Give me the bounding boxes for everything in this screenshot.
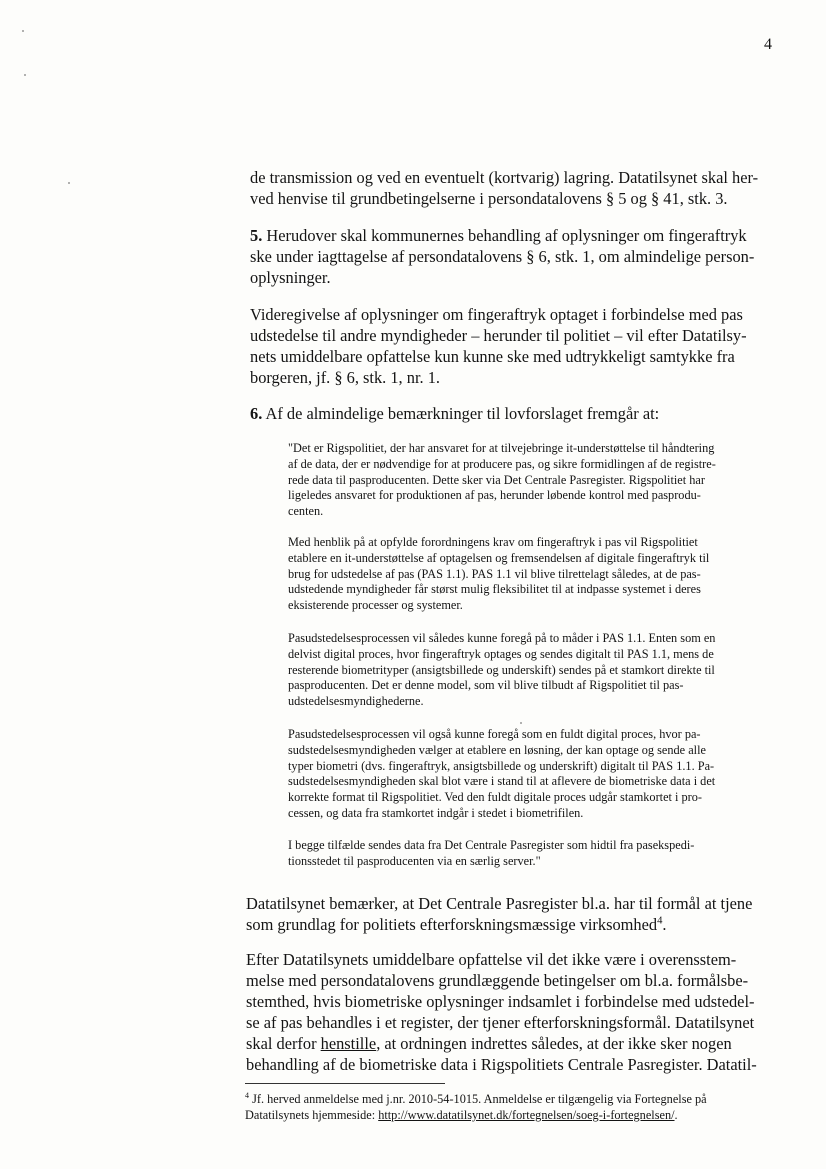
quote-line: delvist digital proces, hvor fingeraftryk optages og sendes digitalt til PAS 1.1, mens de [288,646,714,661]
paragraph-efter [246,949,768,1075]
quote-paragraph [288,727,768,822]
footnote-link[interactable]: http://www.datatilsynet.dk/fortegnelsen/soeg-i-fortegnelsen/ [378,1108,675,1122]
quote-line: af de data, der er nødvendige for at producere pas, og sikre formidlingen af de registre- [288,456,716,471]
text-line: udstedelse til andre myndigheder – herunder til politiet – vil efter Datatilsy- [250,326,747,345]
paragraph-5 [250,225,772,288]
quote-line: Pasudstedelsesprocessen vil således kunne foregå på to måder i PAS 1.1. Enten som en [288,631,716,645]
text-line: Efter Datatilsynets umiddelbare opfattelse vil det ikke være i overensstem- [246,950,737,969]
text-line: ved henvise til grundbetingelserne i persondatalovens § 5 og § 41, stk. 3. [250,189,728,208]
text-line: Af de almindelige bemærkninger til lovforslaget fremgår at: [265,404,660,423]
paragraph-videregivelse [250,304,772,388]
quote-line: sudstedelsesmyndigheden skal blot være i stand til at aflevere de biometriske data i det [288,774,716,789]
quote-line: cessen, og data fra stamkortet indgår i stedet i biometrifilen. [288,805,584,820]
quote-line: resterende biometrityper (ansigtsbillede og underskift) sendes på et stamkort direkte til [288,662,715,677]
page-number: 4 [764,36,772,53]
quote-paragraph [288,441,768,520]
text-line: oplysninger. [250,268,331,287]
text-line: borgeren, jf. § 6, stk. 1, nr. 1. [250,368,440,387]
text-line: se af pas behandles i et register, der tjener efterforskningsformål. Datatilsynet [246,1013,755,1032]
footnote-marker: 4 [245,1090,249,1100]
paragraph-6 [250,403,772,424]
paragraph-number: 5. [250,226,263,245]
quote-line: centen. [288,504,324,519]
scan-speck [24,74,26,76]
text-line: behandling af de biometriske data i Rigspolitiets Centrale Pasregister. Datatil- [246,1055,757,1074]
quote-line: Pasudstedelsesprocessen vil også kunne foregå som en fuldt digital proces, hvor pa- [288,727,701,741]
punctuation: . [662,915,667,934]
quote-line: udstedende myndigheder får størst mulig fleksibilitet til at indpasse systemet i deres [288,582,701,597]
quote-line: udstedelsesmyndighederne. [288,694,424,709]
quote-line: "Det er Rigspolitiet, der har ansvaret for at tilvejebringe it-understøttelse til håndtering [288,441,715,455]
quote-line: typer biometri (dvs. fingeraftryk, ansigtsbillede og underskrift) digitalt til PAS 1.1. Pa- [288,758,715,773]
quote-line: korrekte format til Rigspolitiet. Ved den fuldt digitale proces udgår stamkortet i pro- [288,790,703,805]
quote-paragraph [288,631,768,710]
quote-line: rede data til pasproducenten. Dette sker via Det Centrale Pasregister. Rigspolitiet har [288,472,705,487]
quote-line: sudstedelsesmyndigheden vælger at etablere en løsning, der kan optage og sende alle [288,742,706,757]
text-line: Datatilsynet bemærker, at Det Centrale Pasregister bl.a. har til formål at tjene [246,894,753,913]
footnote-text: Datatilsynets hjemmeside: [245,1108,379,1122]
quote-paragraph [288,535,768,614]
text-segment: skal derfor [246,1034,321,1053]
quote-line: etablere en it-understøttelse af optagelsen og fremsendelsen af digitale fingeraftryk til [288,550,710,565]
punctuation: . [674,1108,678,1122]
footnote-text: Jf. herved anmeldelse med j.nr. 2010-54-1015. Anmeldelse er tilgængelig via Fortegnelse på [252,1092,707,1106]
text-line: Herudover skal kommunernes behandling af oplysninger om fingeraftryk [266,226,747,245]
footnote-reference[interactable]: 4 [657,915,663,927]
text-line: de transmission og ved en eventuelt (kortvarig) lagring. Datatilsynet skal her- [250,168,759,187]
text-segment: , at ordningen indrettes således, at der ikke sker nogen [376,1034,732,1053]
quote-line: I begge tilfælde sendes data fra Det Centrale Pasregister som hidtil fra pasekspedi- [288,838,695,852]
text-line: stemthed, hvis biometriske oplysninger indsamlet i forbindelse med udstedel- [246,992,755,1011]
text-line: ske under iagttagelse af persondatalovens § 6, stk. 1, om almindelige person- [250,247,755,266]
quote-paragraph [288,838,768,870]
quote-line: Med henblik på at opfylde forordningens krav om fingeraftryk i pas vil Rigspolitiet [288,535,698,549]
underlined-word: henstille [320,1034,377,1053]
text-line: Videregivelse af oplysninger om fingeraftryk optaget i forbindelse med pas [250,305,743,324]
quote-line: tionsstedet til pasproducenten via en særlig server." [288,853,541,868]
scan-speck [22,30,24,32]
text-line: nets umiddelbare opfattelse kun kunne ske med udtrykkeligt samtykke fra [250,347,735,366]
paragraph-transmission [250,167,772,209]
quote-line: brug for udstedelse af pas (PAS 1.1). PAS 1.1 vil blive tilrettelagt således, at de pas- [288,566,701,581]
scan-speck [520,722,522,724]
paragraph-bemaerker [246,893,768,935]
paragraph-number: 6. [250,404,263,423]
text-line: som grundlag for politiets efterforskningsmæssige virksomhed [246,915,658,934]
quote-line: eksisterende processer og systemer. [288,598,463,613]
quote-line: ligeledes ansvaret for produktionen af pas, herunder løbende kontrol med pasprodu- [288,488,701,503]
footnote-divider [245,1083,445,1084]
scan-speck [68,182,70,184]
text-line: melse med persondatalovens grundlæggende betingelser om bl.a. formålsbe- [246,971,749,990]
footnote [245,1091,773,1123]
quote-line: pasproducenten. Det er denne model, som vil blive tilbudt af Rigspolitiet til pas- [288,678,684,693]
